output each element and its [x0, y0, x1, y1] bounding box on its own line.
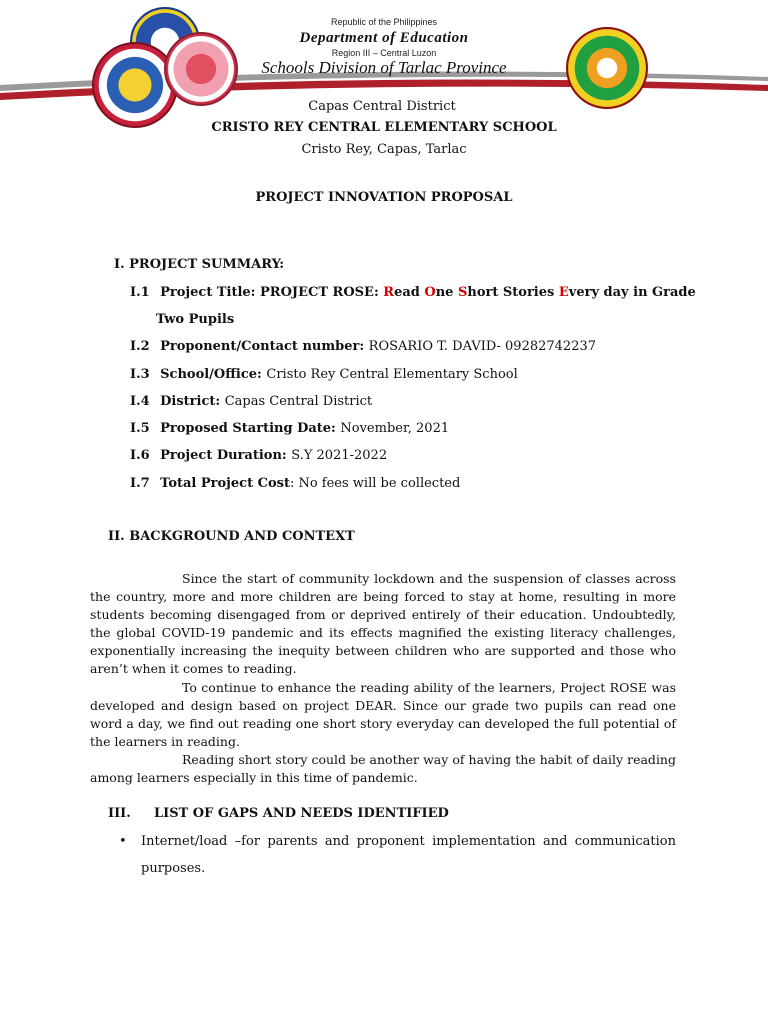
summary-item-duration: I.6 Project Duration: S.Y 2021-2022 — [130, 448, 388, 463]
division-line: Schools Division of Tarlac Province — [261, 58, 507, 77]
summary-item-school: I.3 School/Office: Cristo Rey Central Elementary School — [130, 367, 518, 382]
gap-item-1: Internet/load –for parents and proponent implementation and communication — [141, 834, 676, 849]
region-line: Region III – Central Luzon — [331, 48, 437, 58]
summary-item-title-cont: Two Pupils — [156, 312, 235, 327]
section-1-heading: I. PROJECT SUMMARY: — [114, 257, 285, 272]
document-title: PROJECT INNOVATION PROPOSAL — [255, 190, 513, 205]
department-line: Department of Education — [299, 30, 469, 46]
summary-item-district: I.4 District: Capas Central District — [130, 394, 373, 409]
summary-item-start-date: I.5 Proposed Starting Date: November, 2021 — [130, 421, 450, 436]
district-line: Capas Central District — [308, 99, 456, 114]
item-label: Project Title: PROJECT ROSE: — [160, 285, 384, 300]
summary-item-proponent: I.2 Proponent/Contact number: ROSARIO T. DAVID- 09282742237 — [130, 339, 597, 354]
republic-line: Republic of the Philippines — [330, 17, 438, 27]
section-3-number: III. — [108, 806, 131, 821]
summary-item-title: I.1 Project Title: PROJECT ROSE: Read One Short Stories Every day in Grade — [130, 285, 696, 300]
section-2-heading: II. BACKGROUND AND CONTEXT — [108, 529, 355, 544]
paragraph-1: Since the start of community lockdown and the suspension of classes across the country, more and more children are being forced to stay at home, resulting in more students becoming disengaged from or deprived entirely of their education. Undoubtedly, the global COVID-19 pandemic and its effects magnified the existing literacy challenges, exponentially increasing the inequity between children who are supported and those who aren’t when it comes to reading. — [90, 571, 676, 676]
school-address: Cristo Rey, Capas, Tarlac — [301, 142, 467, 157]
bullet-icon: • — [119, 834, 127, 849]
summary-item-cost: I.7 Total Project Cost: No fees will be collected — [130, 476, 461, 491]
section-3-heading: LIST OF GAPS AND NEEDS IDENTIFIED — [154, 806, 449, 821]
paragraph-3: Reading short story could be another way of having the habit of daily reading among learners especially in this time of pandemic. — [90, 752, 676, 785]
school-name: CRISTO REY CENTRAL ELEMENTARY SCHOOL — [211, 120, 557, 135]
paragraph-2: To continue to enhance the reading ability of the learners, Project ROSE was developed and design based on project DEAR. Since our grade two pupils can read one word a day, we find out reading one short story everyday can developed the full potential of the learners in reading. — [90, 680, 676, 749]
gap-item-1-cont: purposes. — [141, 861, 206, 876]
